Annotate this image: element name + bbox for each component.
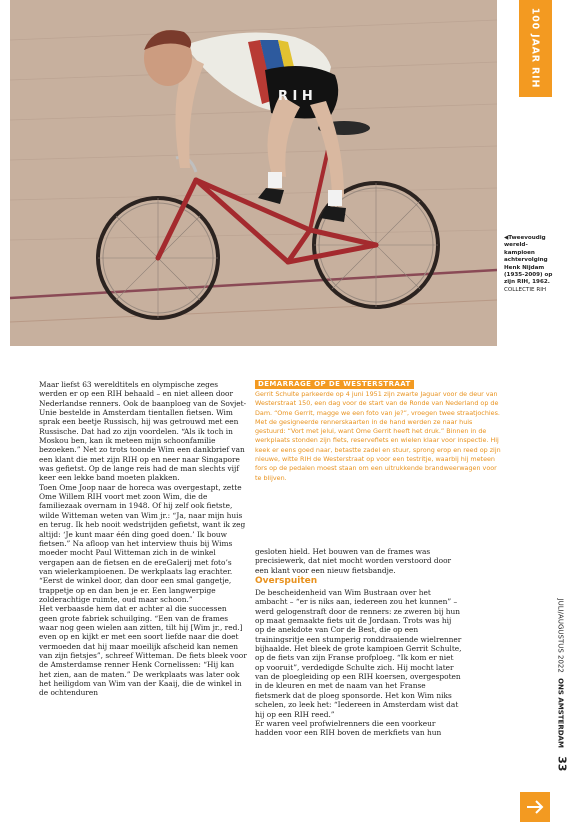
- page-number: 33: [555, 756, 569, 772]
- article-paragraph: Het verbaasde hem dat er achter al die successen geen grote fabriek schuilging. “Een van de frames waar nog geen wielen aan zitten, tilt hij [Wim jr., red.] even op en kijkt er met een soort liefde naar die doet vermoeden dat hij maar moeilijk afscheid kan nemen van zijn fietsjes”, schreef Witteman. De fiets bleek voor de Amsterdamse renner Henk Cornelissen: “Hij kan het zien, aan de maten.” De werkplaats was later ook het heiligdom van Wim van der Kaaij, die de winkel in de ochtenduren: [39, 604, 247, 698]
- article-paragraph: Maar liefst 63 wereldtitels en olympische zeges werden er op een RIH behaald – en niet alleen door Nederlandse renners. Ook de baanploeg van de Sovjet-Unie bestelde in Amsterdam tientallen fietsen. Wim sprak een beetje Russisch, hij was getrouwd met een Russische. Dat had zo zijn voordelen. “Als ik toch in Moskou ben, kan ik meteen mijn schoonfamilie bezoeken.” Net zo trots toonde Wim een dankbrief van een klant die met zijn RIH op en neer naar Singapore was gefietst. Op de lange reis had de man slechts vijf keer een lekke band moeten plakken.: [39, 380, 247, 483]
- magazine-name: ONS AMSTERDAM: [556, 678, 565, 748]
- sidebar-body: Gerrit Schulte parkeerde op 4 juni 1951 zijn zwarte Jaguar voor de deur van Westerstraat 150, een dag voor de start van de Ronde van Nederland op de Dam. “Ome Gerrit, magge we een foto van je?”, vroegen twee straatjochies. Met de gesigneerde rennerskaarten in de hand werden ze naar huis gestuurd: “Vort met jelui, want Ome Gerrit heeft het druk.” Binnen in de werkplaats stonden zijn fiets, reservefiets en wielen klaar voor inspectie. Hij keek er eens goed naar, betastte zadel en stuur, sprong erop en reed op zijn nieuwe, witte RIH de Westerstraat op voor een testritje, waarbij hij meteen fors op de pedalen moest staan om een uitrukkende brandweerwagen voor te blijven.: [255, 390, 501, 482]
- page-footer: [556, 599, 569, 772]
- sidebar-heading: DEMARRAGE OP DE WESTERSTRAAT: [255, 380, 414, 389]
- caption-lead: ◀Tweevoudig wereldkampioen achtervolging Henk Nijdam (1935-2009) op zijn RIH, 1962.: [504, 235, 553, 286]
- arrow-right-icon: [525, 797, 545, 817]
- article-paragraph: Er waren veel profwielrenners die een voorkeur hadden voor een RIH boven de merkfiets van hun: [255, 718, 442, 738]
- article-paragraph: Toen Ome Joop naar de horeca was overgestapt, zette Ome Willem RIH voort met zoon Wim, die de familiezaak overnam in 1948. Of hij zelf ook fietste, wilde Witteman weten van Wim jr.: “Ja, naar mijn huis en terug. Ik heb nooit wedstrijden gefietst, want ik zeg altijd: ‘Je kunt maar één ding goed doen.’ Ik bouw fietsen.” Na afloop van het interview thuis bij Wims moeder mocht Paul Witteman zich in de winkel vergapen aan de fietsen en de ereGalerij met foto’s van wielerkampioenen. De werkplaats lag erachter. “Eerst de winkel door, dan door een smal gangetje, trappetje op en dan ben je er. Een langwerpige zolderachtige ruimte, oud maar schoon.”: [39, 482, 246, 604]
- article-left-column: [39, 380, 247, 698]
- article-paragraph: De bescheidenheid van Wim Bustraan over het ambacht – “er is niks aan, iedereen zou het kunnen” – werd gelogenstraft door de renners: ze zweren bij hun op maat gemaakte fiets uit de Jordaan. Trots was hij op de anekdote van Cor de Best, die op een trainingsritje een stumperig ronddraaiende wielrenner bijhaalde. Het bleek de grote kampioen Gerrit Schulte, op de fiets van zijn Franse profploeg. “Ik kom er niet op vooruit”, verdedigde Schulte zich. Hij mocht later van de ploegleiding op een RIH koersen, overgespoten in de kleuren en met de naam van het Franse fietsmerk dat de ploeg sponsorde. Het kon Wim niks schelen, zo leek het: “Iedereen in Amsterdam wist dat hij op een RIH reed.”: [255, 588, 462, 719]
- article-paragraph: gesloten hield. Het bouwen van de frames was precisiewerk, dat niet mocht worden verstoord door een klant voor een nieuw fietsbandje.: [255, 547, 452, 575]
- sidebar-box: [255, 380, 501, 483]
- section-tab-label: 100 JAAR RIH: [529, 7, 541, 89]
- photo-caption: [504, 235, 556, 294]
- section-tab: [519, 0, 552, 97]
- next-page-button[interactable]: [520, 792, 550, 822]
- caption-credit: COLLECTIE RIH: [504, 286, 547, 293]
- article-right-column: [255, 547, 462, 738]
- issue-date: JULI/AUGUSTUS 2022: [556, 598, 565, 673]
- cyclist-photo: [10, 0, 497, 346]
- svg-text:R I H: R I H: [278, 89, 313, 104]
- section-subheading: Overspuiten: [255, 576, 318, 587]
